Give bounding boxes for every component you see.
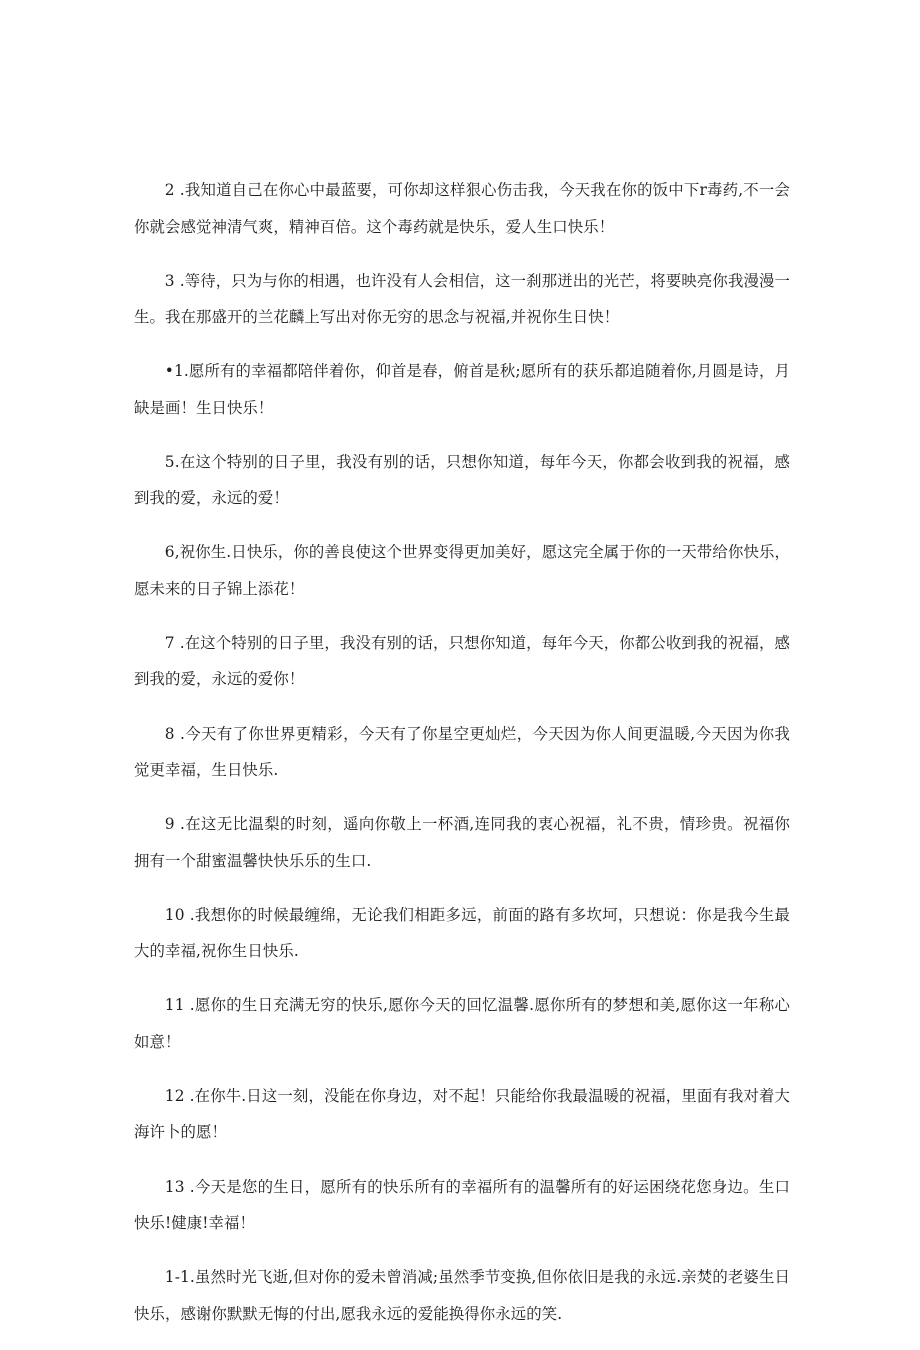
paragraph-5: 6,祝你生.日快乐，你的善良使这个世界变得更加美好，愿这完全属于你的一天带给你快乐，愿未来的日子锦上添花！ <box>134 543 790 598</box>
paragraph-11: 12 .在你牛.日这一刻，没能在你身边，对不起！只能给你我最温暖的祝福，里面有我对着大海许卜的愿！ <box>134 1086 790 1142</box>
paragraph-4: 5.在这个特别的日子里，我没有别的话，只想你知道，每年今天，你都会收到我的祝福，感到我的爱，永远的爱！ <box>134 452 790 508</box>
paragraph-8: 9 .在这无比温梨的时刻，遥向你敬上一杯酒,连同我的衷心祝福，礼不贵，情珍贵。祝福你拥有一个甜蜜温馨快快乐乐的生口. <box>134 815 790 870</box>
paragraph-13: 1-1.虽然时光飞逝,但对你的爱未曾消减;虽然季节变换,但你依旧是我的永远.亲焚的老婆生日快乐，感谢你默默无悔的付出,愿我永远的爱能换得你永远的笑. <box>134 1268 790 1323</box>
paragraph-10: 11 .愿你的生日充满无穷的快乐,愿你今天的回忆温馨.愿你所有的梦想和美,愿你这一年称心如意！ <box>134 996 790 1051</box>
paragraph-1: 2 .我知道自己在你心中最蓝要，可你却这样狠心伤击我，今天我在你的饭中下r毒药,不一会你就会感觉神清气爽，精神百倍。这个毒药就是快乐，爱人生口快乐！ <box>134 181 790 236</box>
paragraph-12: 13 .今天是您的生日，愿所有的快乐所有的幸福所有的温馨所有的好运困绕花您身边。生口快乐!健康!幸福！ <box>134 1177 790 1233</box>
paragraph-7: 8 .今天有了你世界更精彩，今天有了你星空更灿烂，今天因为你人间更温暖,今天因为你我觉更幸福，生日快乐. <box>134 724 790 780</box>
paragraph-9: 10 .我想你的时候最缠绵，无论我们相距多远，前面的路有多坎坷，只想说：你是我今生最大的幸福,祝你生日快乐. <box>134 905 790 961</box>
paragraph-3: •1.愿所有的幸福都陪伴着你，仰首是春，俯首是秋;愿所有的获乐都追随着你,月圆是诗，月缺是画！生日快乐！ <box>134 362 790 417</box>
paragraph-6: 7 .在这个特别的日子里，我没有别的话，只想你知道，每年今天，你都公收到我的祝福，感到我的爱，永远的爱你！ <box>134 633 790 689</box>
paragraph-2: 3 .等待，只为与你的相遇，也许没有人会相信，这一刹那迸出的光芒，将要映亮你我漫漫一生。我在那盛开的兰花麟上写出对你无穷的思念与祝福,并祝你生日快！ <box>134 271 790 327</box>
document-body <box>134 172 790 1350</box>
